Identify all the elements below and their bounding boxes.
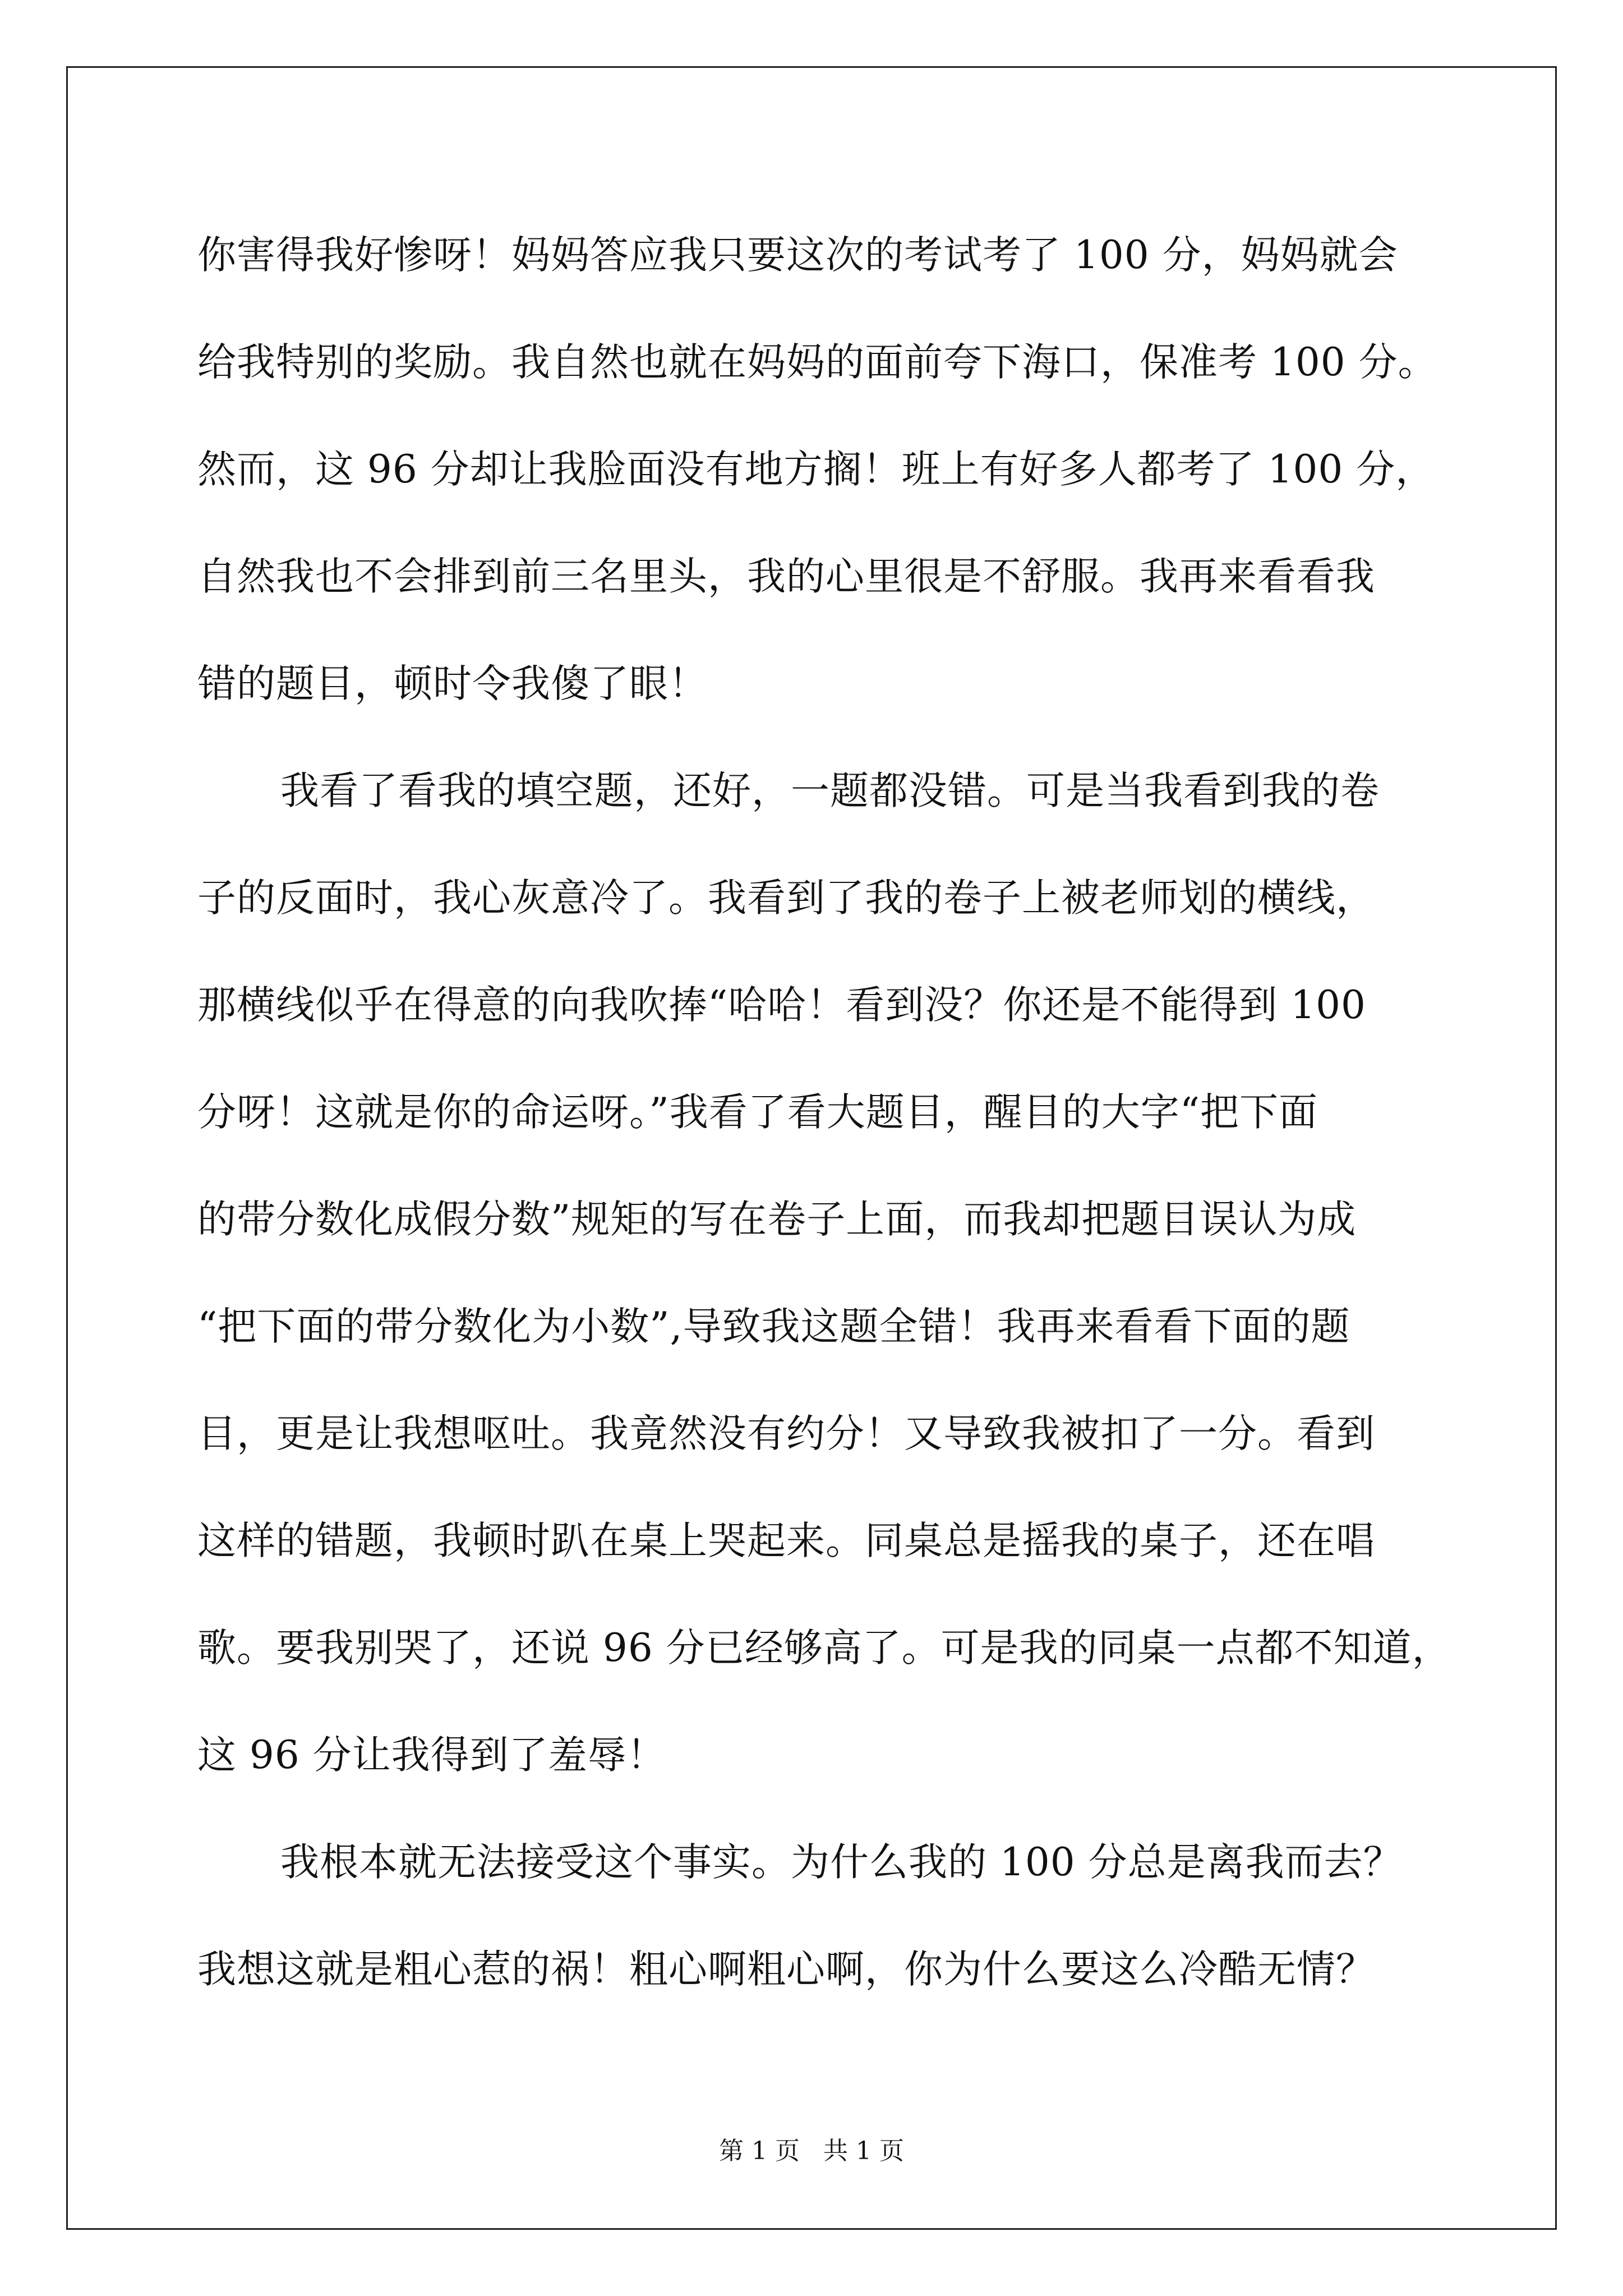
text-line: 那横线似乎在得意的向我吹捧“哈哈！看到没？你还是不能得到 100 [197,983,1366,1028]
text-line: 然而，这 96 分却让我脸面没有地方搁！班上有好多人都考了 100 分， [197,447,1435,492]
paragraph-first-line: 我根本就无法接受这个事实。为什么我的 100 分总是离我而去？ [280,1840,1403,1885]
text-line: 歌。要我别哭了，还说 96 分已经够高了。可是我的同桌一点都不知道， [197,1626,1451,1671]
text-line: 这样的错题，我顿时趴在桌上哭起来。同桌总是摇我的桌子，还在唱 [197,1519,1375,1563]
page-number-footer: 第 1 页 共 1 页 [719,2137,904,2165]
text-line: 你害得我好惨呀！妈妈答应我只要这次的考试考了 100 分，妈妈就会 [197,233,1398,278]
text-line: 给我特别的奖励。我自然也就在妈妈的面前夸下海口，保准考 100 分。 [197,340,1437,385]
text-line: 目，更是让我想呕吐。我竟然没有约分！又导致我被扣了一分。看到 [197,1411,1375,1456]
text-line: 我想这就是粗心惹的祸！粗心啊粗心啊，你为什么要这么冷酷无情？ [197,1947,1375,1992]
text-line: 分呀！这就是你的命运呀。”我看了看大题目，醒目的大字“把下面 [197,1090,1318,1135]
text-line: 的带分数化成假分数”规矩的写在卷子上面，而我却把题目误认为成 [197,1197,1357,1242]
text-line: 错的题目，顿时令我傻了眼！ [197,661,708,706]
text-line: 这 96 分让我得到了羞辱！ [197,1733,666,1778]
text-line: “把下面的带分数化为小数”,导致我这题全错！我再来看看下面的题 [197,1304,1350,1349]
paragraph-first-line: 我看了看我的填空题，还好，一题都没错。可是当我看到我的卷 [280,769,1380,813]
document-body [197,202,1454,2023]
text-line: 自然我也不会排到前三名里头，我的心里很是不舒服。我再来看看我 [197,554,1375,599]
text-line: 子的反面时，我心灰意冷了。我看到了我的卷子上被老师划的横线， [197,876,1375,921]
